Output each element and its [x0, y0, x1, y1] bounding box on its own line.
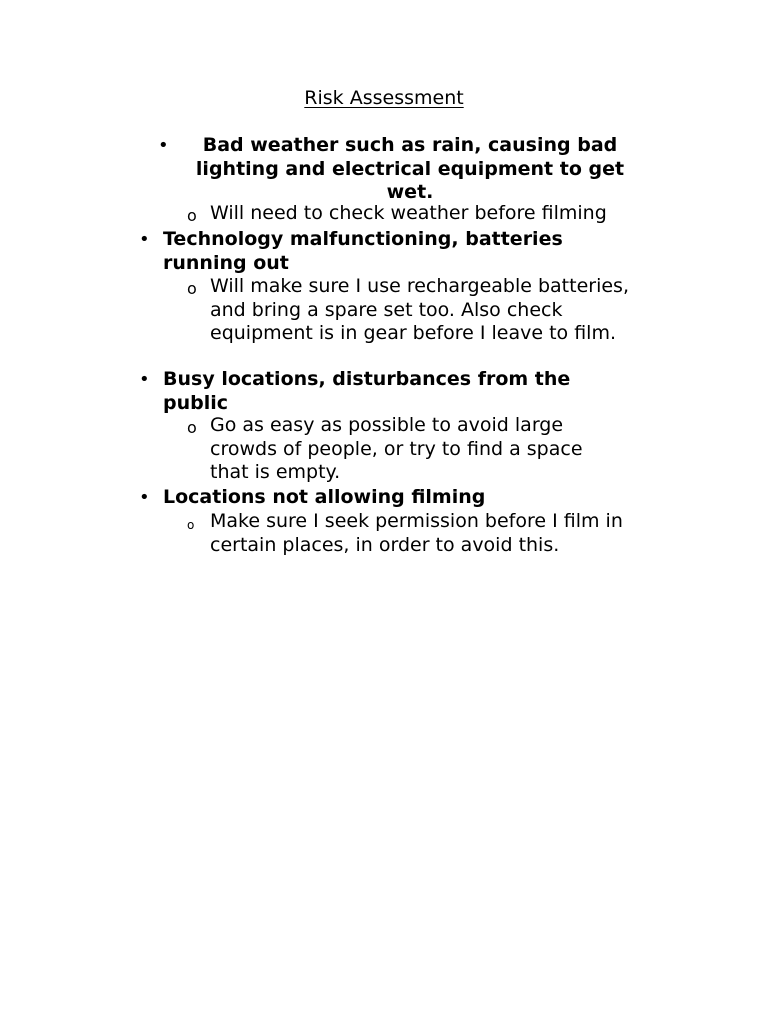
risk-heading-1: Bad weather such as rain, causing bad lighting and electrical equipment to get wet.: [195, 134, 625, 203]
risk-heading-4: Locations not allowing filming: [163, 486, 486, 508]
risk-heading-2: Technology malfunctioning, batteries running out: [163, 228, 563, 274]
sub-bullet-icon: o: [187, 206, 197, 225]
sub-bullet-icon: o: [187, 279, 197, 298]
risk-heading-3: Busy locations, disturbances from the public: [163, 368, 571, 414]
bullet-icon: •: [139, 369, 150, 390]
risk-mitigation-2: Will make sure I use rechargeable batteries, and bring a spare set too. Also check equipment is in gear before I leave to film.: [210, 275, 629, 344]
risk-mitigation-4: Make sure I seek permission before I film in certain places, in order to avoid this.: [210, 510, 623, 556]
bullet-icon: •: [139, 229, 150, 250]
risk-mitigation-1: Will need to check weather before filming: [210, 202, 607, 224]
bullet-icon: •: [158, 135, 169, 156]
sub-bullet-icon: o: [187, 518, 195, 532]
bullet-icon: •: [139, 487, 150, 508]
risk-mitigation-3: Go as easy as possible to avoid large crowds of people, or try to find a space that is empty.: [210, 414, 583, 483]
document-title: Risk Assessment: [304, 87, 464, 109]
sub-bullet-icon: o: [187, 418, 197, 437]
